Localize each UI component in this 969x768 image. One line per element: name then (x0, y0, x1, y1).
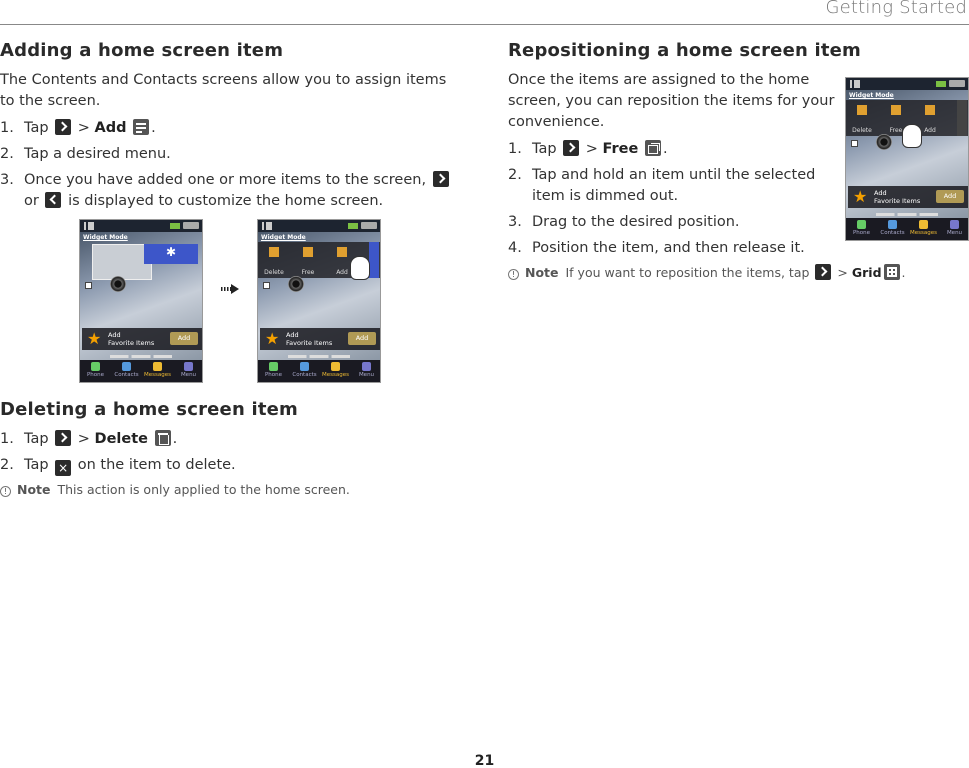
chevron-left-icon (45, 192, 61, 208)
free-move-icon (645, 140, 661, 156)
add-button: Add (348, 332, 376, 345)
chevron-right-icon (55, 430, 71, 446)
header-rule (0, 24, 969, 25)
page-indicator (110, 355, 172, 358)
running-header: Getting Started (825, 0, 967, 18)
trash-icon (155, 430, 171, 446)
hand-pointer-icon (902, 124, 922, 148)
page-number: 21 (474, 753, 495, 768)
add-icon (337, 247, 347, 257)
repositioning-steps (508, 139, 823, 259)
tool-free: Free (294, 244, 322, 274)
deleting-section (0, 397, 455, 499)
add-icon (133, 119, 149, 135)
repositioning-note: ! Note If you want to reposition the items, tap > Grid . (508, 264, 968, 282)
toolstrip-collapse (957, 100, 967, 136)
widget-small-icon (85, 282, 92, 289)
phone-screenshot-reposition (845, 77, 969, 241)
add-icon (925, 105, 935, 115)
adding-step-1: 1. Tap > Add . (0, 120, 156, 136)
widget-small-icon (263, 282, 270, 289)
bluetooth-widget (144, 244, 198, 264)
adding-step-2: 2. Tap a desired menu. (0, 146, 171, 162)
bottom-nav: Phone Contacts Messages Menu (80, 360, 202, 382)
star-icon: ★ (87, 329, 102, 348)
chevron-right-icon (815, 264, 831, 280)
section-title-deleting: Deleting a home screen item (0, 399, 298, 420)
adding-step-3: 3. Once you have added one or more items to the screen, or is displayed to customize the home screen. (0, 170, 455, 212)
add-button: Add (936, 190, 964, 203)
tool-add: Add (328, 244, 356, 274)
repositioning-step-3: 3. Drag to the desired position. (508, 214, 740, 230)
star-icon: ★ (265, 329, 280, 348)
hand-pointer-icon (350, 256, 370, 280)
free-icon (303, 247, 313, 257)
deleting-step-1: 1. Tap > Delete . (0, 431, 178, 447)
arrow-right-icon (221, 283, 239, 295)
trash-icon (269, 247, 279, 257)
grid-icon (884, 264, 900, 280)
chevron-right-icon (433, 171, 449, 187)
status-bar (846, 78, 968, 90)
info-icon: ! (508, 269, 519, 280)
adding-intro: The Contents and Contacts screens allow you to assign items to the screen. (0, 72, 447, 109)
tool-add: Add (916, 102, 944, 132)
page-indicator (876, 213, 938, 216)
add-favorites-bar: ★ Add Favorite Items Add (82, 328, 202, 350)
add-favorites-bar: ★ Add Favorite Items Add (848, 186, 968, 208)
chevron-right-icon (55, 119, 71, 135)
widget-mode-label: Widget Mode (261, 234, 306, 241)
info-icon: ! (0, 486, 11, 497)
widget-mode-label: Widget Mode (83, 234, 128, 241)
repositioning-step-1: 1. Tap > Free . (508, 141, 668, 157)
phone-screenshot-before (79, 219, 203, 383)
phone-screenshot-after (257, 219, 381, 383)
camera-lens-widget (110, 276, 126, 292)
toolstrip-collapse (369, 242, 379, 278)
repositioning-intro: Once the items are assigned to the home screen, you can reposition the items for your convenience. (508, 72, 835, 130)
deleting-steps (0, 429, 455, 476)
free-icon (891, 105, 901, 115)
adding-steps (0, 118, 455, 212)
widget-mode-label: Widget Mode (849, 92, 894, 99)
add-favorites-bar: ★ Add Favorite Items Add (260, 328, 380, 350)
tool-delete: Delete (260, 244, 288, 274)
deleting-note: ! Note This action is only applied to the home screen. (0, 481, 455, 499)
widget-small-icon (851, 140, 858, 147)
repositioning-step-4: 4. Position the item, and then release it. (508, 240, 805, 256)
add-button: Add (170, 332, 198, 345)
chevron-right-icon (563, 140, 579, 156)
status-bar (258, 220, 380, 232)
star-icon: ★ (853, 187, 868, 206)
close-icon: × (55, 460, 71, 476)
status-bar (80, 220, 202, 232)
repositioning-step-2: 2. Tap and hold an item until the selected item is dimmed out. (508, 167, 816, 204)
section-title-repositioning: Repositioning a home screen item (508, 40, 862, 61)
left-column (0, 38, 455, 217)
tool-delete: Delete (848, 102, 876, 132)
deleting-step-2: 2. Tap × on the item to delete. (0, 457, 236, 475)
bottom-nav: Phone Contacts Messages Menu (846, 218, 968, 240)
page-indicator (288, 355, 350, 358)
camera-lens-widget (876, 134, 892, 150)
section-title-adding: Adding a home screen item (0, 40, 284, 61)
bottom-nav: Phone Contacts Messages Menu (258, 360, 380, 382)
photo-widget (92, 244, 152, 280)
tool-free: Free (882, 102, 910, 132)
camera-lens-widget (288, 276, 304, 292)
trash-icon (857, 105, 867, 115)
